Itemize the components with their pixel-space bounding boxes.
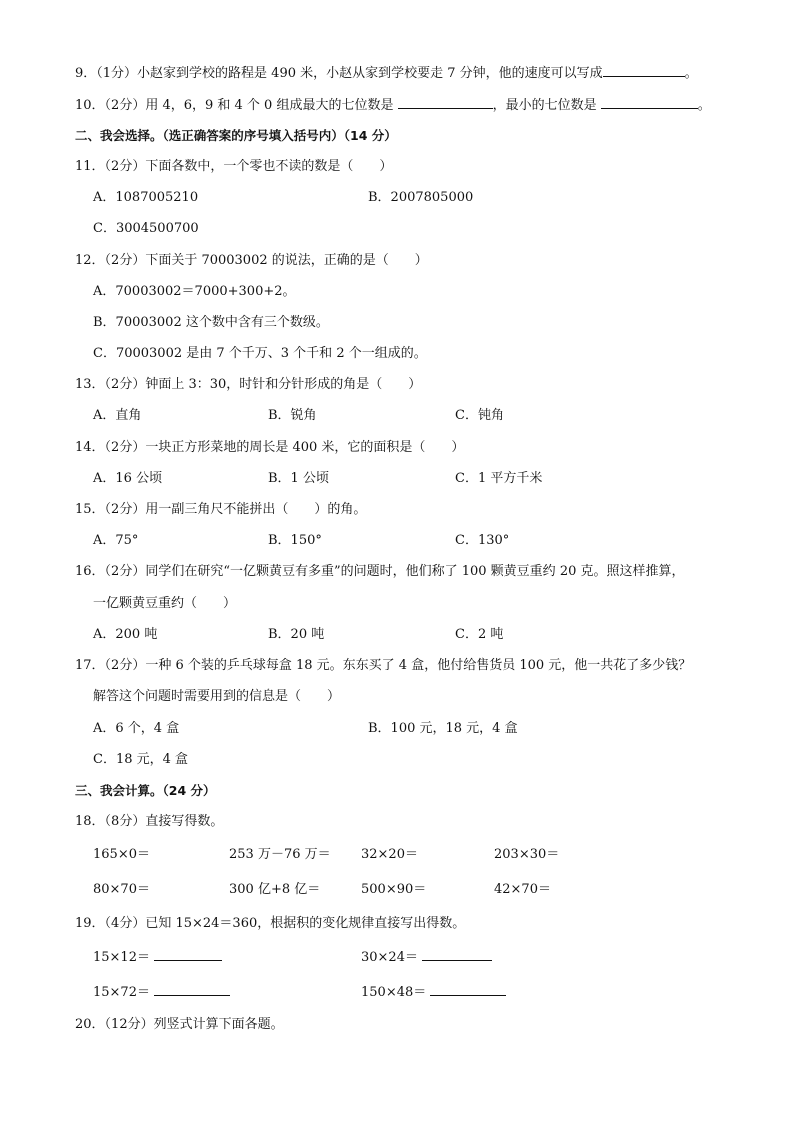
question-17-stem-cont: 解答这个问题时需要用到的信息是（ ） [93, 689, 341, 704]
option-a[interactable]: A．16 公顷 [93, 471, 163, 486]
option-b[interactable]: B．2007805000 [368, 190, 474, 205]
option-c[interactable]: C．2 吨 [455, 627, 504, 642]
question-15-stem: 15．（2分）用一副三角尺不能拼出（ ）的角。 [75, 502, 367, 517]
option-c[interactable]: C．18 元，4 盒 [93, 752, 189, 767]
answer-blank[interactable] [154, 982, 230, 996]
calc-item: 80×70＝ [93, 882, 150, 897]
option-c[interactable]: C．1 平方千米 [455, 471, 543, 486]
option-a[interactable]: A．直角 [93, 408, 142, 423]
option-c[interactable]: C．钝角 [455, 408, 504, 423]
option-b[interactable]: B．70003002 这个数中含有三个数级。 [93, 315, 329, 330]
question-14-stem: 14．（2分）一块正方形菜地的周长是 400 米，它的面积是（ ） [75, 440, 465, 455]
calc-item: 165×0＝ [93, 847, 150, 862]
answer-blank[interactable] [154, 947, 222, 961]
option-b[interactable]: B．1 公顷 [268, 471, 329, 486]
option-b[interactable]: B．20 吨 [268, 627, 325, 642]
question-18-stem: 18．（8分）直接写得数。 [75, 814, 224, 829]
question-9: 9．（1分）小赵家到学校的路程是 490 米，小赵从家到学校要走 7 分钟，他的速度可以写成 。 [75, 63, 698, 83]
answer-blank[interactable] [422, 947, 492, 961]
calc-item: 253 万－76 万＝ [229, 847, 331, 862]
question-20-stem: 20．（12分）列竖式计算下面各题。 [75, 1017, 284, 1032]
section-heading: 三、我会计算。（24 分） [75, 783, 216, 798]
question-12-stem: 12．（2分）下面关于 70003002 的说法，正确的是（ ） [75, 253, 428, 268]
calc-item: 32×20＝ [361, 847, 418, 862]
option-a[interactable]: A．1087005210 [93, 190, 199, 205]
question-16-stem: 16．（2分）同学们在研究“一亿颗黄豆有多重”的问题时，他们称了 100 颗黄豆重约 20 克。照这样推算， [75, 564, 685, 579]
calc-item: 150×48＝ [361, 982, 506, 1002]
option-b[interactable]: B．150° [268, 533, 322, 548]
option-c[interactable]: C．3004500700 [93, 221, 199, 236]
question-19-stem: 19．（4分）已知 15×24＝360，根据积的变化规律直接写出得数。 [75, 916, 466, 931]
question-16-stem-cont: 一亿颗黄豆重约（ ） [93, 596, 237, 611]
question-13-stem: 13．（2分）钟面上 3：30，时针和分针形成的角是（ ） [75, 377, 422, 392]
calc-item: 15×72＝ [93, 982, 230, 1002]
question-17-stem: 17．（2分）一种 6 个装的乒乓球每盒 18 元。东东买了 4 盒，他付给售货员 100 元，他一共花了多少钱？ [75, 658, 692, 673]
question-10-text: 10．（2分）用 4，6，9 和 4 个 0 组成最大的七位数是 [75, 98, 398, 113]
option-c[interactable]: C．70003002 是由 7 个千万、3 个千和 2 个一组成的。 [93, 346, 427, 361]
option-a[interactable]: A．70003002＝7000+300+2。 [93, 284, 296, 299]
option-b[interactable]: B．锐角 [268, 408, 317, 423]
section-heading: 二、我会选择。（选正确答案的序号填入括号内）（14 分） [75, 128, 397, 143]
calc-item: 300 亿+8 亿＝ [229, 882, 321, 897]
answer-blank[interactable] [603, 63, 685, 77]
calc-item: 42×70＝ [494, 882, 551, 897]
calc-item: 30×24＝ [361, 947, 492, 967]
question-10: 10．（2分）用 4，6，9 和 4 个 0 组成最大的七位数是 ，最小的七位数是 。 [75, 95, 711, 115]
option-a[interactable]: A．6 个，4 盒 [93, 721, 180, 736]
question-11-stem: 11．（2分）下面各数中，一个零也不读的数是（ ） [75, 159, 393, 174]
answer-blank-largest[interactable] [398, 95, 493, 109]
answer-blank[interactable] [430, 982, 506, 996]
calc-item: 203×30＝ [494, 847, 560, 862]
answer-blank-smallest[interactable] [601, 95, 698, 109]
calc-item: 500×90＝ [361, 882, 427, 897]
option-a[interactable]: A．200 吨 [93, 627, 158, 642]
option-c[interactable]: C．130° [455, 533, 510, 548]
option-b[interactable]: B．100 元，18 元，4 盒 [368, 721, 518, 736]
question-9-text: 9．（1分）小赵家到学校的路程是 490 米，小赵从家到学校要走 7 分钟，他的速度可以写成 [75, 66, 603, 81]
calc-item: 15×12＝ [93, 947, 222, 967]
option-a[interactable]: A．75° [93, 533, 139, 548]
